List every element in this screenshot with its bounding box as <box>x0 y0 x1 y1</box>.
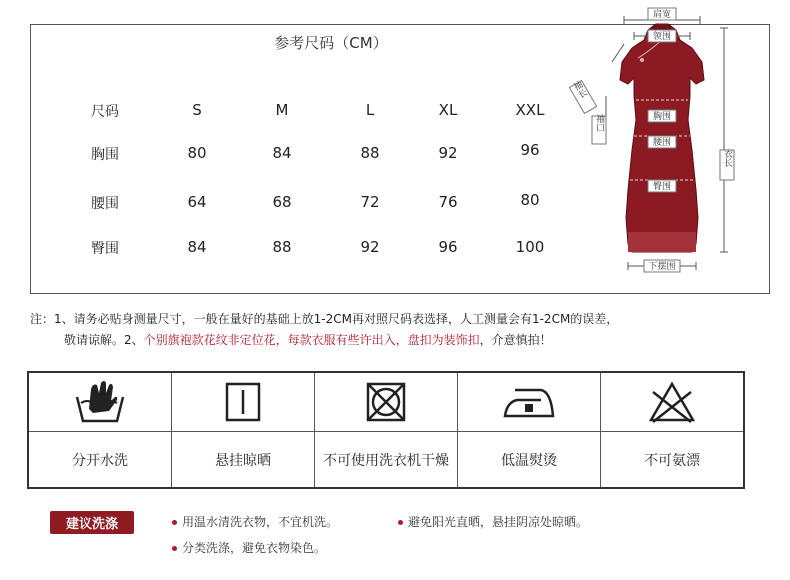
diagram-chest-label: 胸围 <box>652 112 672 122</box>
hand-wash-icon <box>29 373 171 432</box>
washing-tip-1-text: 用温水清洗衣物，不宜机洗。 <box>182 515 339 529</box>
hip-m: 88 <box>272 238 292 256</box>
diagram-hip-label: 臀围 <box>652 182 672 192</box>
row-label-hip: 臀围 <box>91 241 119 257</box>
diagram-shoulder-label: 肩宽 <box>652 10 672 20</box>
chest-xl: 92 <box>438 144 458 162</box>
diagram-length-label: 衣长 <box>722 149 732 167</box>
note-line-2-red: 个别旗袍款花纹非定位花，每款衣服有些许出入，盘扣为装饰扣 <box>143 333 480 347</box>
size-header-label: 尺码 <box>91 104 119 120</box>
diagram-hem-label: 下摆围 <box>648 262 676 272</box>
hip-s: 84 <box>187 238 207 256</box>
hang-dry-icon <box>172 373 314 432</box>
hip-xl: 96 <box>438 238 458 256</box>
chest-l: 88 <box>360 144 380 162</box>
care-label-no-tumble-dry: 不可使用洗衣机干燥 <box>323 452 449 469</box>
waist-l: 72 <box>360 193 380 211</box>
care-label-hand-wash: 分开水洗 <box>72 452 128 469</box>
hip-xxl: 100 <box>515 238 545 256</box>
bullet-icon <box>398 520 403 525</box>
hip-l: 92 <box>360 238 380 256</box>
washing-tip-3 <box>172 539 326 556</box>
care-col-low-iron <box>458 373 601 487</box>
chest-xxl: 96 <box>520 141 540 159</box>
diagram-cuff-label: 袖口 <box>594 114 604 132</box>
care-col-no-tumble-dry <box>315 373 458 487</box>
no-tumble-dry-icon <box>315 373 457 432</box>
note-line-2-suffix: ，介意慎拍！ <box>479 333 552 347</box>
note-line-2 <box>64 331 552 348</box>
size-s: S <box>192 101 202 119</box>
washing-tip-2-text: 避免阳光直晒，悬挂阴凉处晾晒。 <box>408 515 589 529</box>
waist-s: 64 <box>187 193 207 211</box>
care-col-no-bleach <box>601 373 743 487</box>
diagram-sleeve-label: 袖长 <box>570 79 588 101</box>
diagram-collar-label: 领围 <box>652 32 672 42</box>
no-bleach-icon <box>601 373 743 432</box>
waist-xxl: 80 <box>520 191 540 209</box>
care-label-hang-dry: 悬挂晾晒 <box>215 452 271 469</box>
row-label-waist: 腰围 <box>91 196 119 212</box>
size-l: L <box>365 101 375 119</box>
waist-xl: 76 <box>438 193 458 211</box>
diagram-waist-label: 腰围 <box>652 138 672 148</box>
size-xxl: XXL <box>515 101 545 119</box>
washing-tip-2 <box>398 513 588 530</box>
low-iron-icon <box>458 373 600 432</box>
size-xl: XL <box>438 101 458 119</box>
washing-tip-1 <box>172 513 338 530</box>
washing-advice-badge: 建议洗涤 <box>50 511 134 534</box>
care-col-hang-dry <box>172 373 315 487</box>
chest-m: 84 <box>272 144 292 162</box>
care-label-no-bleach: 不可氨漂 <box>644 452 700 469</box>
chest-s: 80 <box>187 144 207 162</box>
note-line-1: 注：1、请务必贴身测量尺寸，一般在量好的基础上放1-2CM再对照尺码表选择，人工测量会有1-2CM的误差， <box>30 312 619 326</box>
care-symbols-table <box>27 371 745 489</box>
bullet-icon <box>172 520 177 525</box>
care-col-hand-wash <box>29 373 172 487</box>
size-chart-title: 参考尺码（CM） <box>274 34 388 52</box>
bullet-icon <box>172 546 177 551</box>
row-label-chest: 胸围 <box>91 147 119 163</box>
qipao-measurement-diagram <box>572 0 772 270</box>
care-label-low-iron: 低温熨烫 <box>501 452 557 469</box>
size-m: M <box>275 101 289 119</box>
note-line-2-prefix: 敬请谅解。2、 <box>64 333 144 347</box>
washing-tip-3-text: 分类洗涤，避免衣物染色。 <box>182 541 327 555</box>
waist-m: 68 <box>272 193 292 211</box>
